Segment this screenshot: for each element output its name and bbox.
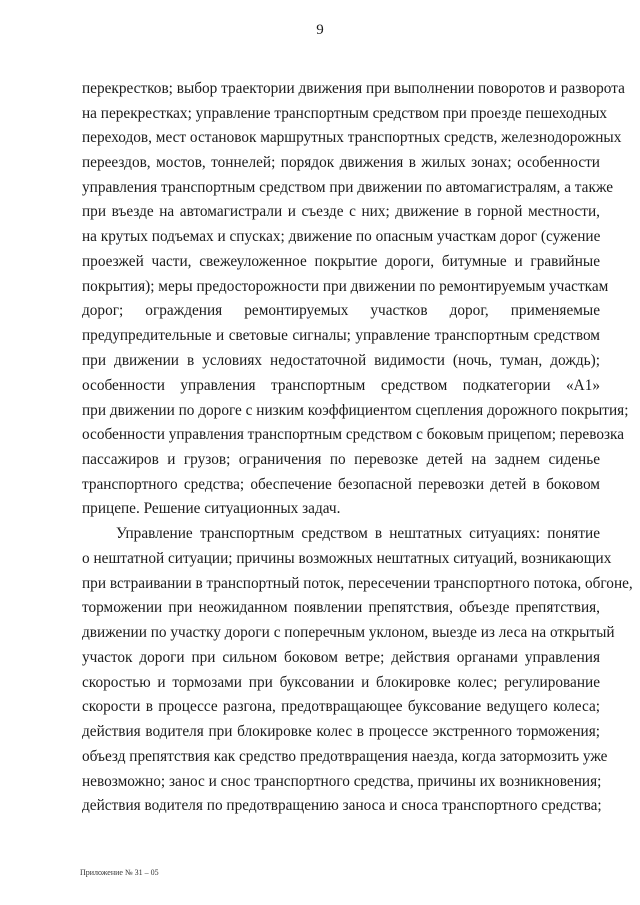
text-line: скорости в процессе разгона, предотвращающее буксование ведущего колеса;: [82, 698, 600, 715]
text-line: предупредительные и световые сигналы; управление транспортным средством: [82, 327, 600, 344]
text-line: дорог; ограждения ремонтируемых участков дорог, применяемые: [82, 302, 600, 319]
text-line: о нештатной ситуации; причины возможных нештатных ситуаций, возникающих: [82, 550, 612, 567]
text-line: пассажиров и грузов; ограничения по перевозке детей на заднем сиденье: [82, 451, 600, 468]
text-line: при движении по дороге с низким коэффициентом сцепления дорожного покрытия;: [82, 402, 629, 419]
text-line: на крутых подъемах и спусках; движение по опасным участкам дорог (сужение: [82, 228, 601, 245]
footer-annex-label: Приложение № 31 – 05: [80, 868, 159, 877]
text-line: особенности управления транспортным средством с боковым прицепом; перевозка: [82, 426, 625, 443]
text-line: невозможно; занос и снос транспортного средства, причины их возникновения;: [82, 773, 602, 790]
text-line: при встраивании в транспортный поток, пересечении транспортного потока, обгоне,: [82, 575, 633, 592]
text-line: движении по участку дороги с поперечным уклоном, выезде из леса на открытый: [82, 624, 615, 641]
text-line: особенности управления транспортным средством подкатегории «А1»: [82, 377, 600, 394]
text-line: на перекрестках; управление транспортным средством при проезде пешеходных: [82, 105, 608, 122]
text-line: при движении в условиях недостаточной видимости (ночь, туман, дождь);: [82, 352, 600, 369]
text-line: при въезде на автомагистрали и съезде с них; движение в горной местности,: [82, 203, 600, 220]
text-line: действия водителя по предотвращению заноса и сноса транспортного средства;: [82, 797, 602, 814]
text-line: перекрестков; выбор траектории движения при выполнении поворотов и разворота: [82, 80, 625, 97]
text-line: переходов, мест остановок маршрутных транспортных средств, железнодорожных: [82, 129, 622, 146]
text-line: переездов, мостов, тоннелей; порядок движения в жилых зонах; особенности: [82, 154, 600, 171]
text-line: скоростью и тормозами при буксовании и блокировке колес; регулирование: [82, 674, 600, 691]
text-line: объезд препятствия как средство предотвращения наезда, когда затормозить уже: [82, 748, 608, 765]
text-line: транспортного средства; обеспечение безопасной перевозки детей в боковом: [82, 476, 600, 493]
text-line: действия водителя при блокировке колес в процессе экстренного торможения;: [82, 723, 600, 740]
page-number: 9: [316, 22, 324, 38]
text-line: торможении при неожиданном появлении препятствия, объезде препятствия,: [82, 599, 600, 616]
text-line: проезжей части, свежеуложенное покрытие дороги, битумные и гравийные: [82, 253, 600, 270]
text-line: покрытия); меры предосторожности при движении по ремонтируемым участкам: [82, 278, 609, 295]
text-line: прицепе. Решение ситуационных задач.: [82, 500, 341, 517]
paragraph-first-line: Управление транспортным средством в нештатных ситуациях: понятие: [116, 525, 600, 542]
text-line: участок дороги при сильном боковом ветре; действия органами управления: [82, 649, 600, 666]
text-line: управления транспортным средством при движении по автомагистралям, а также: [82, 179, 614, 196]
